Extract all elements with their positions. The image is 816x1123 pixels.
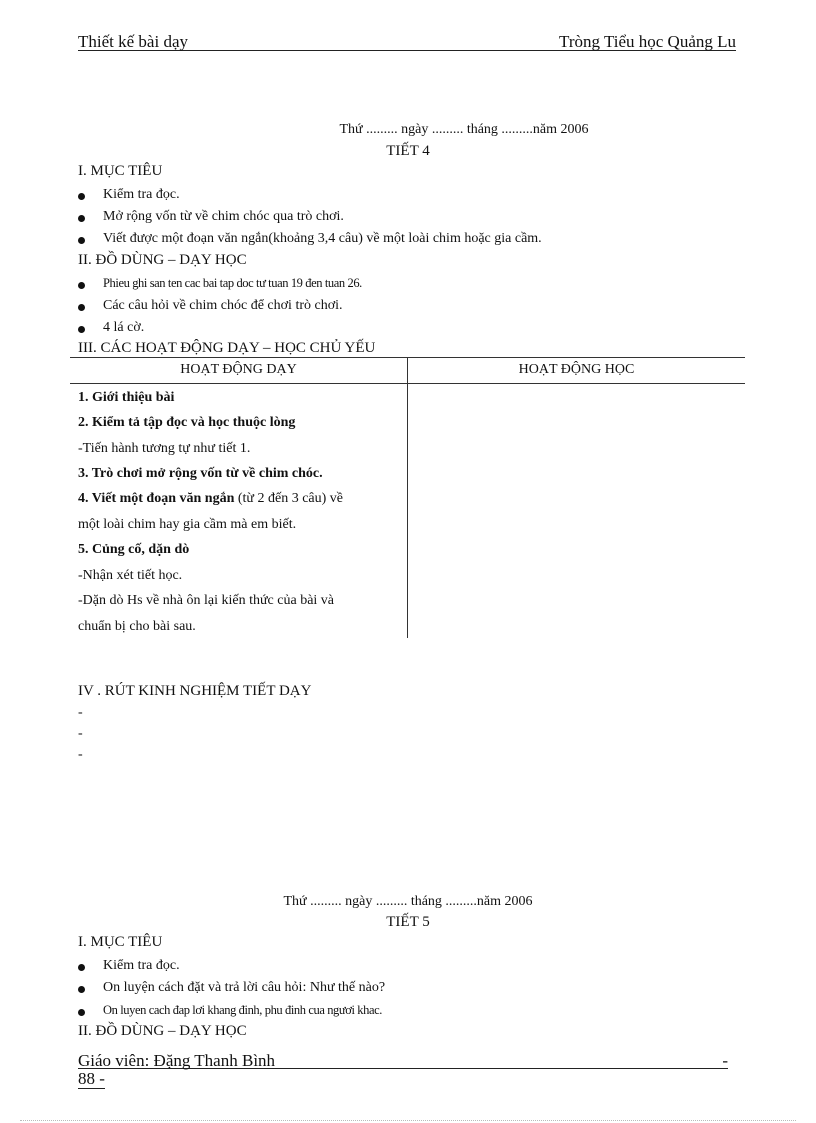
page-header — [78, 30, 736, 51]
review-line: - — [78, 726, 83, 741]
bullet-icon — [78, 237, 85, 244]
bullet-icon — [78, 326, 85, 333]
footer-dash: - — [722, 1051, 728, 1070]
table-header-teacher: HOẠT ĐỘNG DẠY — [180, 362, 297, 377]
footer-teacher: Giáo viên: Đặng Thanh Bình — [78, 1051, 276, 1070]
table-row: -Tiến hành tương tự như tiết 1. — [78, 441, 251, 456]
lesson4-date-line: Thứ ......... ngày ......... tháng .........năm 2006 — [339, 122, 589, 137]
bullet-icon — [78, 986, 85, 993]
table-header-student: HOẠT ĐỘNG HỌC — [518, 362, 635, 377]
table-row: 3. Trò chơi mở rộng vốn từ về chim chóc. — [78, 466, 323, 481]
review-line: - — [78, 747, 83, 762]
review-line: - — [78, 705, 83, 720]
page-bottom-edge — [20, 1120, 796, 1121]
lesson4-materials-heading: II. ĐỒ DÙNG – DẠY HỌC — [78, 252, 247, 268]
table-row: chuẩn bị cho bài sau. — [78, 619, 196, 634]
table-row: -Nhận xét tiết học. — [78, 568, 183, 583]
page-number: 88 - — [78, 1069, 105, 1088]
lesson5-title: TIẾT 5 — [386, 914, 430, 930]
table-row: 4. Viết một đoạn văn ngắn (từ 2 đến 3 câu) về — [78, 491, 344, 506]
table-row: 5. Củng cố, dặn dò — [78, 542, 190, 557]
lesson4-title: TIẾT 4 — [386, 143, 430, 159]
header-school: Tròng Tiểu học Quảng Lu — [559, 32, 736, 51]
bullet-icon — [78, 215, 85, 222]
table-column-divider — [407, 357, 408, 638]
lesson5-objectives-heading: I. MỤC TIÊU — [78, 934, 163, 950]
bullet-icon — [78, 964, 85, 971]
header-doc-title: Thiết kế bài dạy — [78, 32, 188, 51]
table-row: 1. Giới thiệu bài — [78, 390, 175, 405]
table-row: -Dặn dò Hs về nhà ôn lại kiến thức của bài và — [78, 593, 335, 608]
lesson5-date-line: Thứ ......... ngày ......... tháng .........năm 2006 — [283, 894, 533, 909]
table-row: một loài chim hay gia cầm mà em biết. — [78, 517, 297, 532]
bullet-icon — [78, 282, 85, 289]
page-footer — [78, 1048, 728, 1069]
bullet-icon — [78, 1009, 85, 1016]
lesson4-activities-heading: III. CÁC HOẠT ĐỘNG DẠY – HỌC CHỦ YẾU — [78, 340, 376, 356]
table-row: 2. Kiểm tả tập đọc và học thuộc lòng — [78, 415, 296, 430]
lesson4-review-heading: IV . RÚT KINH NGHIỆM TIẾT DẠY — [78, 683, 312, 699]
lesson5-materials-heading: II. ĐỒ DÙNG – DẠY HỌC — [78, 1023, 247, 1039]
bullet-icon — [78, 304, 85, 311]
lesson4-objectives-heading: I. MỤC TIÊU — [78, 163, 163, 179]
bullet-icon — [78, 193, 85, 200]
